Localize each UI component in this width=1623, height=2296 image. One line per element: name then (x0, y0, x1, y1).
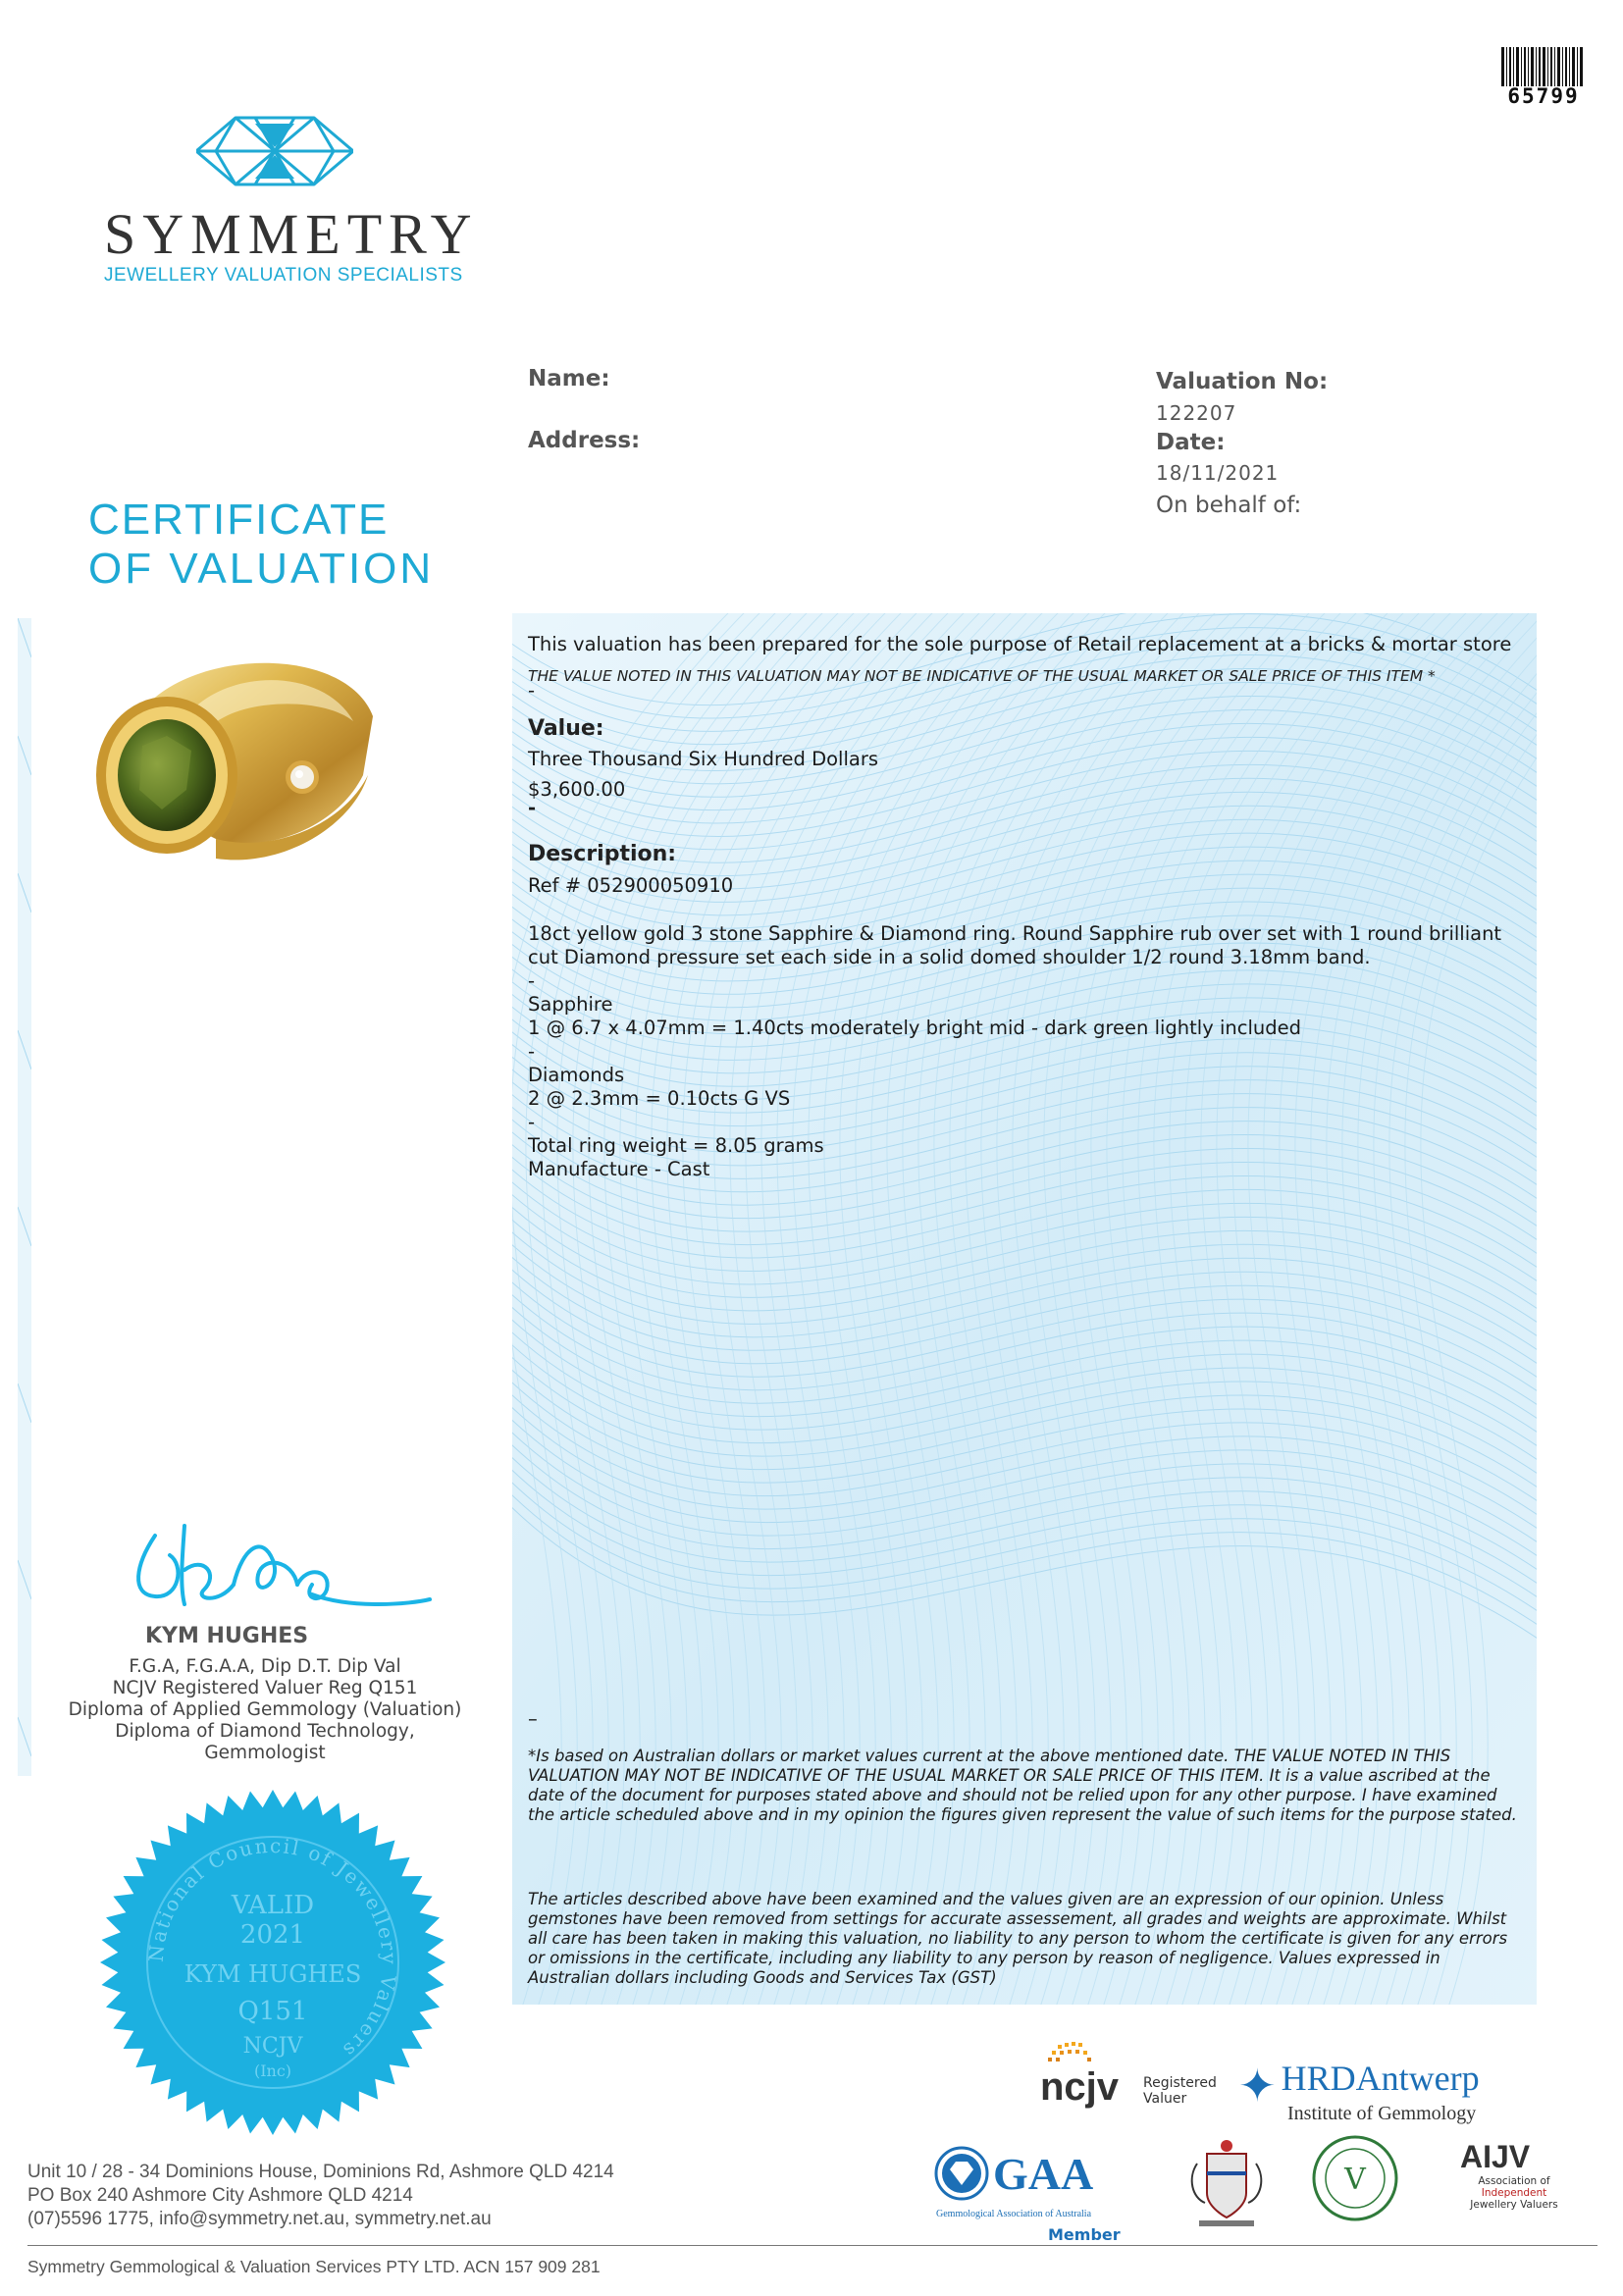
gemmological-association-crest-icon (1178, 2134, 1276, 2232)
valuer-signature (126, 1516, 440, 1619)
symmetry-logo-icon (196, 110, 353, 192)
valuers-association-seal-icon (1311, 2134, 1399, 2222)
credential-line: Diploma of Diamond Technology, (115, 1721, 415, 1742)
credential-line: NCJV Registered Valuer Reg Q151 (112, 1678, 418, 1698)
contact-address: Unit 10 / 28 - 34 Dominions House, Dominions Rd, Ashmore QLD 4214 (27, 2162, 614, 2182)
aijv-wordmark: AIJV (1460, 2139, 1531, 2174)
gaa-subtitle: Gemmological Association of Australia (936, 2209, 1092, 2219)
footnote-dash: – (528, 1707, 538, 1730)
certificate-title (88, 496, 434, 594)
description-line: Diamonds (528, 1064, 625, 1086)
description-heading: Description: (528, 842, 677, 866)
credential-line: Diploma of Applied Gemmology (Valuation) (68, 1699, 462, 1720)
seal-ring-text: National Council of Jewellery Valuers (143, 1833, 402, 2063)
ncjv-registered-valuer (1143, 2075, 1217, 2107)
value-heading: Value: (528, 716, 604, 741)
hrd-star-icon: ✦ (1238, 2059, 1277, 2113)
description-line: 18ct yellow gold 3 stone Sapphire & Diamond ring. Round Sapphire rub over set with 1 round brilliant (528, 922, 1502, 945)
ncjv-label-line: Valuer (1143, 2091, 1187, 2107)
description-line: cut Diamond pressure set each side in a solid domed shoulder 1/2 round 3.18mm band. (528, 946, 1371, 968)
aijv-sub-line: Jewellery Valuers (1470, 2199, 1558, 2211)
aijv-logo (1460, 2139, 1568, 2211)
ncjv-wordmark: ncjv (1040, 2065, 1120, 2109)
contact-po-box: PO Box 240 Ashmore City Ashmore QLD 4214 (27, 2185, 413, 2206)
hrd-wordmark: HRDAntwerp (1281, 2059, 1480, 2098)
description-line: - (528, 969, 536, 992)
brand-name: SYMMETRY (104, 202, 479, 266)
svg-text:V: V (1344, 2163, 1366, 2197)
valuation-number-label: Valuation No: (1156, 369, 1329, 394)
company-registration: Symmetry Gemmological & Valuation Services PTY LTD. ACN 157 909 281 (27, 2257, 601, 2276)
seal-text: (Inc) (253, 2061, 292, 2080)
value-disclaimer: THE VALUE NOTED IN THIS VALUATION MAY NOT BE INDICATIVE OF THE USUAL MARKET OR SALE PRICE OF THIS ITEM * (528, 667, 1436, 685)
footnote-value-basis: *Is based on Australian dollars or market values current at the above mentioned date. THE VALUE NOTED IN THIS VALUATION MAY NOT BE INDICATIVE OF THE USUAL MARKET OR SALE PRICE OF THIS ITEM. It is a value ascribed at the date of the document for purposes stated above and should not be relied upon for any other purpose. I have examined the article scheduled above and in my opinion the figures given represent the value of such items for the purpose stated. (528, 1747, 1517, 1824)
gaa-member-label: Member (1048, 2225, 1121, 2244)
ncjv-seal-stamp (96, 1786, 449, 2139)
credential-line: F.G.A, F.G.A.A, Dip D.T. Dip Val (129, 1656, 401, 1677)
certificate-title-line-2: OF VALUATION (88, 545, 435, 593)
valuation-purpose: This valuation has been prepared for the sole purpose of Retail replacement at a bricks & mortar store (528, 633, 1512, 655)
ring-photo (69, 628, 393, 922)
description-line: Manufacture - Cast (528, 1158, 710, 1180)
credential-line: Gemmologist (204, 1743, 326, 1763)
on-behalf-label: On behalf of: (1156, 493, 1302, 518)
description-line: 2 @ 2.3mm = 0.10cts G VS (528, 1087, 791, 1110)
valuer-credentials (39, 1656, 491, 1764)
description-line: Sapphire (528, 993, 613, 1016)
seal-text: KYM HUGHES (183, 1960, 362, 1988)
reference-number: Ref # 052900050910 (528, 874, 734, 897)
footer-divider (27, 2245, 1597, 2246)
value-amount: $3,600.00 (528, 778, 626, 801)
ncjv-label-line: Registered (1143, 2075, 1217, 2091)
brand-tagline: JEWELLERY VALUATION SPECIALISTS (104, 265, 463, 286)
description-line: 1 @ 6.7 x 4.07mm = 1.40cts moderately bright mid - dark green lightly included (528, 1017, 1301, 1039)
hrd-subtitle: Institute of Gemmology (1287, 2103, 1477, 2124)
seal-text: VALID (231, 1891, 315, 1920)
left-security-strip (18, 618, 31, 1776)
valuer-name: KYM HUGHES (145, 1624, 309, 1648)
valuation-date: 18/11/2021 (1156, 461, 1280, 485)
value-in-words: Three Thousand Six Hundred Dollars (528, 748, 879, 770)
certificate-title-line-1: CERTIFICATE (88, 496, 390, 544)
description-line: - (528, 1111, 536, 1133)
contact-phone-email: (07)5596 1775, info@symmetry.net.au, symmetry.net.au (27, 2209, 492, 2229)
gaa-wordmark: GAA (993, 2149, 1094, 2199)
aijv-subtitle (1460, 2175, 1568, 2211)
barcode-number: 65799 (1507, 84, 1580, 108)
seal-text: NCJV (242, 2034, 303, 2059)
separator-dash: - (528, 797, 537, 819)
date-label: Date: (1156, 430, 1226, 455)
description-line: Total ring weight = 8.05 grams (528, 1134, 824, 1157)
seal-text: 2021 (239, 1920, 306, 1950)
aijv-sub-line: Association of (1478, 2175, 1550, 2187)
item-description (528, 922, 1509, 1181)
name-label: Name: (528, 366, 610, 391)
contact-details (27, 2161, 614, 2231)
address-label: Address: (528, 428, 641, 453)
footnote-liability: The articles described above have been examined and the values given are an expression of our opinion. Unless gemstones have been removed from settings for accurate assessement, all grades and weights are approximate. Whilst all care has been taken in making this valuation, no liability to any person to whom the certificate is given for any errors or omissions in the certificate, including any liability to any person by reason of negligence. Values expressed in Australian dollars including Goods and Services Tax (GST) (528, 1890, 1508, 1987)
separator-dash: - (528, 679, 536, 702)
gaa-logo (932, 2134, 1119, 2222)
valuation-number: 122207 (1156, 401, 1237, 425)
seal-text: Q151 (237, 1997, 308, 2026)
description-line: - (528, 1040, 536, 1063)
aijv-sub-line: Independent (1481, 2187, 1547, 2199)
